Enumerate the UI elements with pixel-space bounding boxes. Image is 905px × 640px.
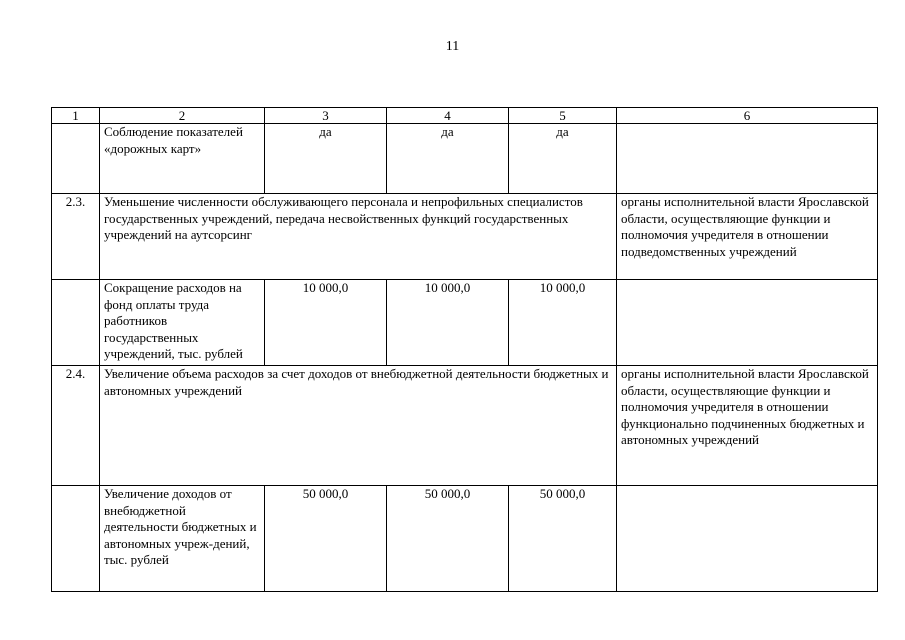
- row-number: [52, 486, 100, 592]
- indicator-name: Увеличение доходов от внебюджетной деятельности бюджетных и автономных учреж-дений, тыс. рублей: [100, 486, 265, 592]
- column-header: 4: [387, 108, 509, 124]
- row-number: [52, 280, 100, 366]
- value-col-3: 10 000,0: [265, 280, 387, 366]
- column-header: 3: [265, 108, 387, 124]
- table-row: [52, 124, 878, 194]
- value-col-4: да: [387, 124, 509, 194]
- value-col-4: 50 000,0: [387, 486, 509, 592]
- value-col-3: да: [265, 124, 387, 194]
- table-row: [52, 486, 878, 592]
- value-col-4: 10 000,0: [387, 280, 509, 366]
- responsible-cell: органы исполнительной власти Ярославской области, осуществляющие функции и полномочия учредителя в отношении функционально подчиненных бюджетных и автономных учреждений: [617, 366, 878, 486]
- row-number: [52, 124, 100, 194]
- value-col-5: 10 000,0: [509, 280, 617, 366]
- value-col-5: да: [509, 124, 617, 194]
- table-row: [52, 194, 878, 280]
- column-header: 1: [52, 108, 100, 124]
- value-col-3: 50 000,0: [265, 486, 387, 592]
- row-number: 2.3.: [52, 194, 100, 280]
- row-number: 2.4.: [52, 366, 100, 486]
- table-row: [52, 280, 878, 366]
- indicator-name: Соблюдение показателей «дорожных карт»: [100, 124, 265, 194]
- column-header: 2: [100, 108, 265, 124]
- value-col-5: 50 000,0: [509, 486, 617, 592]
- measures-table: [51, 107, 878, 592]
- column-header: 5: [509, 108, 617, 124]
- responsible-cell: [617, 280, 878, 366]
- responsible-cell: [617, 486, 878, 592]
- section-title: Уменьшение численности обслуживающего персонала и непрофильных специалистов государственных учреждений, передача несвойственных функций государственных учреждений на аутсорсинг: [100, 194, 617, 280]
- section-title: Увеличение объема расходов за счет доходов от внебюджетной деятельности бюджетных и автономных учреждений: [100, 366, 617, 486]
- table-row: [52, 366, 878, 486]
- indicator-name: Сокращение расходов на фонд оплаты труда работников государственных учреждений, тыс. рублей: [100, 280, 265, 366]
- page-number: 11: [445, 39, 460, 54]
- table-header-row: [52, 108, 878, 124]
- responsible-cell: органы исполнительной власти Ярославской области, осуществляющие функции и полномочия учредителя в отношении подведомственных учреждений: [617, 194, 878, 280]
- column-header: 6: [617, 108, 878, 124]
- responsible-cell: [617, 124, 878, 194]
